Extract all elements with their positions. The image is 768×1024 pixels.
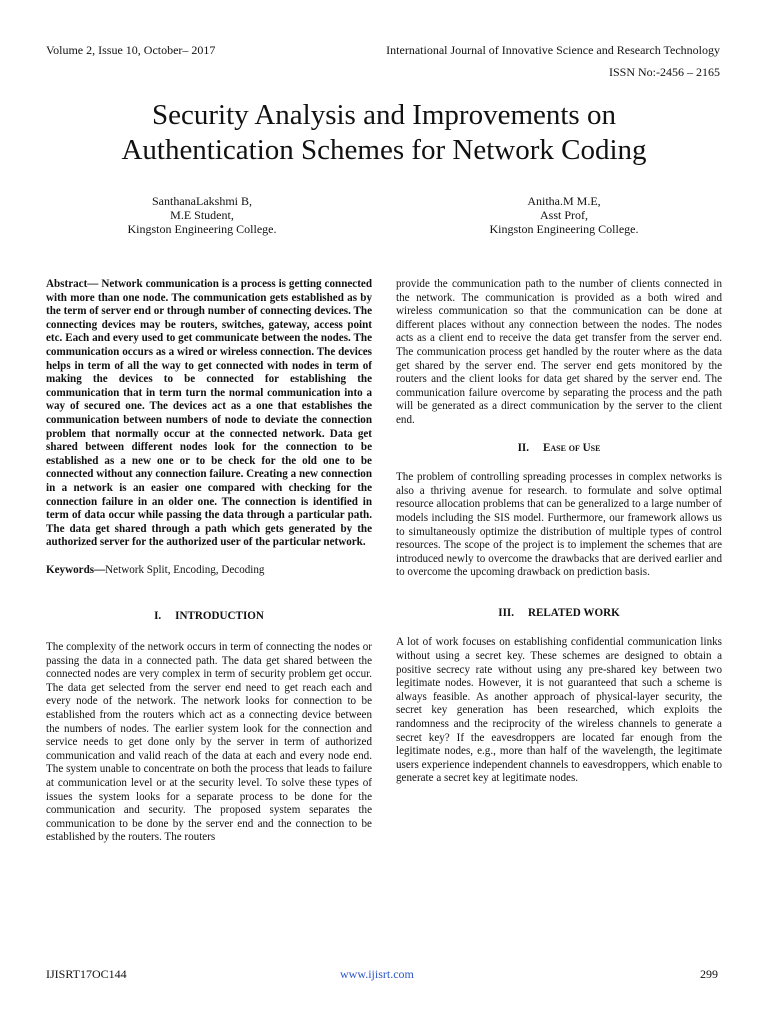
section-heading-related-work bbox=[396, 607, 722, 621]
author-name: SanthanaLakshmi B, bbox=[152, 194, 252, 208]
section-heading-ease-of-use bbox=[396, 442, 722, 456]
journal-name: International Journal of Innovative Science and Research Technology bbox=[386, 43, 720, 57]
right-column bbox=[396, 278, 722, 786]
author-role: Asst Prof, bbox=[539, 208, 588, 222]
section-number: II. bbox=[517, 441, 529, 454]
author-block-1 bbox=[82, 194, 322, 236]
keywords-text: Network Split, Encoding, Decoding bbox=[105, 563, 265, 576]
author-affiliation: Kingston Engineering College. bbox=[489, 222, 639, 236]
title-line-2: Authentication Schemes for Network Coding bbox=[121, 134, 647, 166]
section-number: I. bbox=[154, 610, 162, 623]
introduction-paragraph: The complexity of the network occurs in term of connecting the nodes or passing the data in a connected path. The data get shared between the connected nodes are very complex in term of security problem get occur. The data get selected from the server end need to get reach each and every node of the network. The network looks for connection to be established from the routers which act as a connecting device between the numbers of nodes. The earlier system look for the connection and service needs to get done only by the server in term of authorized communication and valid reach of the data at each and every node end. The system unable to concentrate on both the process that leads to failure at communication level or at the security level. To solve these types of issues the system looks for a separate process to be done for the communication and security. The proposed system separates the communication to be done by the server end and the connection to be established by the routers. The routers bbox=[46, 641, 372, 844]
author-name: Anitha.M M.E, bbox=[527, 194, 601, 208]
section-title: RELATED WORK bbox=[527, 606, 620, 619]
section-title: Ease of Use bbox=[543, 441, 601, 454]
section-title: INTRODUCTION bbox=[175, 610, 264, 623]
section-number: III. bbox=[498, 606, 514, 619]
issn-number: ISSN No:-2456 – 2165 bbox=[608, 65, 720, 79]
author-affiliation: Kingston Engineering College. bbox=[127, 222, 277, 236]
paper-title bbox=[40, 98, 728, 168]
keywords-label: Keywords— bbox=[46, 563, 106, 576]
author-block-2 bbox=[444, 194, 684, 236]
footer-website-link[interactable]: www.ijisrt.com bbox=[340, 967, 414, 981]
journal-volume-info: Volume 2, Issue 10, October– 2017 bbox=[46, 43, 216, 57]
keywords bbox=[46, 564, 372, 578]
ease-of-use-paragraph: The problem of controlling spreading processes in complex networks is also a thriving avenue for research. to formulate and solve optimal resource allocation problems that can be generalized to a large number of models including the SIS model. Furthermore, our framework allows us to simultaneously optimize the distribution of multiple types of control resources. The scope of the project is to implement the schemes that are introduced newly to overcome the drawbacks that are derived earlier and to overcome the upcoming drawback on prediction basis. bbox=[396, 471, 722, 579]
related-work-paragraph: A lot of work focuses on establishing confidential communication links without using a secret key. These schemes are designed to obtain a positive secrecy rate without using any pre-shared key between two legitimate nodes. However, it is not guaranteed that such a scheme is always feasible. As another approach of physical-layer security, the secret key generation has been researched, which exploits the randomness and the reciprocity of the wireless channels to generate a secret key? If the eavesdroppers are located far enough from the legitimate nodes, e.g., more than half of the wavelength, the legitimate users experience independent channels to eavesdroppers, which enable to generate a secret key at legitimate nodes. bbox=[396, 636, 722, 785]
title-line-1: Security Analysis and Improvements on bbox=[152, 99, 616, 131]
introduction-continuation: provide the communication path to the number of clients connected in the network. The communication is provided as a both wired and wireless communication so that the communication can be done at different places without any connection between the nodes. The nodes acts as a client end to receive the data get transfer from the server end. The communication process get handled by the router where as the data get shared by the server end. The server end gets monitored by the routers and the client looks for data get shared by the server end. The communication failure overcome by separating the process and the path will be generated as a direct communication by the server to the client end. bbox=[396, 278, 722, 426]
section-heading-introduction bbox=[46, 610, 372, 624]
left-column bbox=[46, 278, 372, 845]
footer-paper-id: IJISRT17OC144 bbox=[46, 967, 127, 981]
abstract: Abstract— Network communication is a process is getting connected with more than one node. The communication gets established as by the term of server end or through number of connecting devices. The connecting devices may be routers, switches, gateway, access point etc. Each and every used to get communicate between the nodes. The communication occurs as a wired or wireless connection. The devices helps in term of all the way to get connected with nodes in term of making the devices to be connected for establishing the communication that in term turn the normal communication into a way of secured one. The devices act as a one that establishes the communication between numbers of node to deviate the connection problem that normally occur at the connected network. Data get shared between different nodes look for the connection to be established as a new one or to be check for the old one to be connected without any connection failure. Creating a new connection in a network is an easier one compared with checking for the connection failure in an older one. The connection is identified in term of data occur while passing the data through a particular path. The data get shared through a path which gets generated by the authorized server for the authorized user of the particular network. bbox=[46, 278, 372, 549]
page-number: 299 bbox=[700, 967, 718, 981]
author-role: M.E Student, bbox=[170, 208, 234, 222]
